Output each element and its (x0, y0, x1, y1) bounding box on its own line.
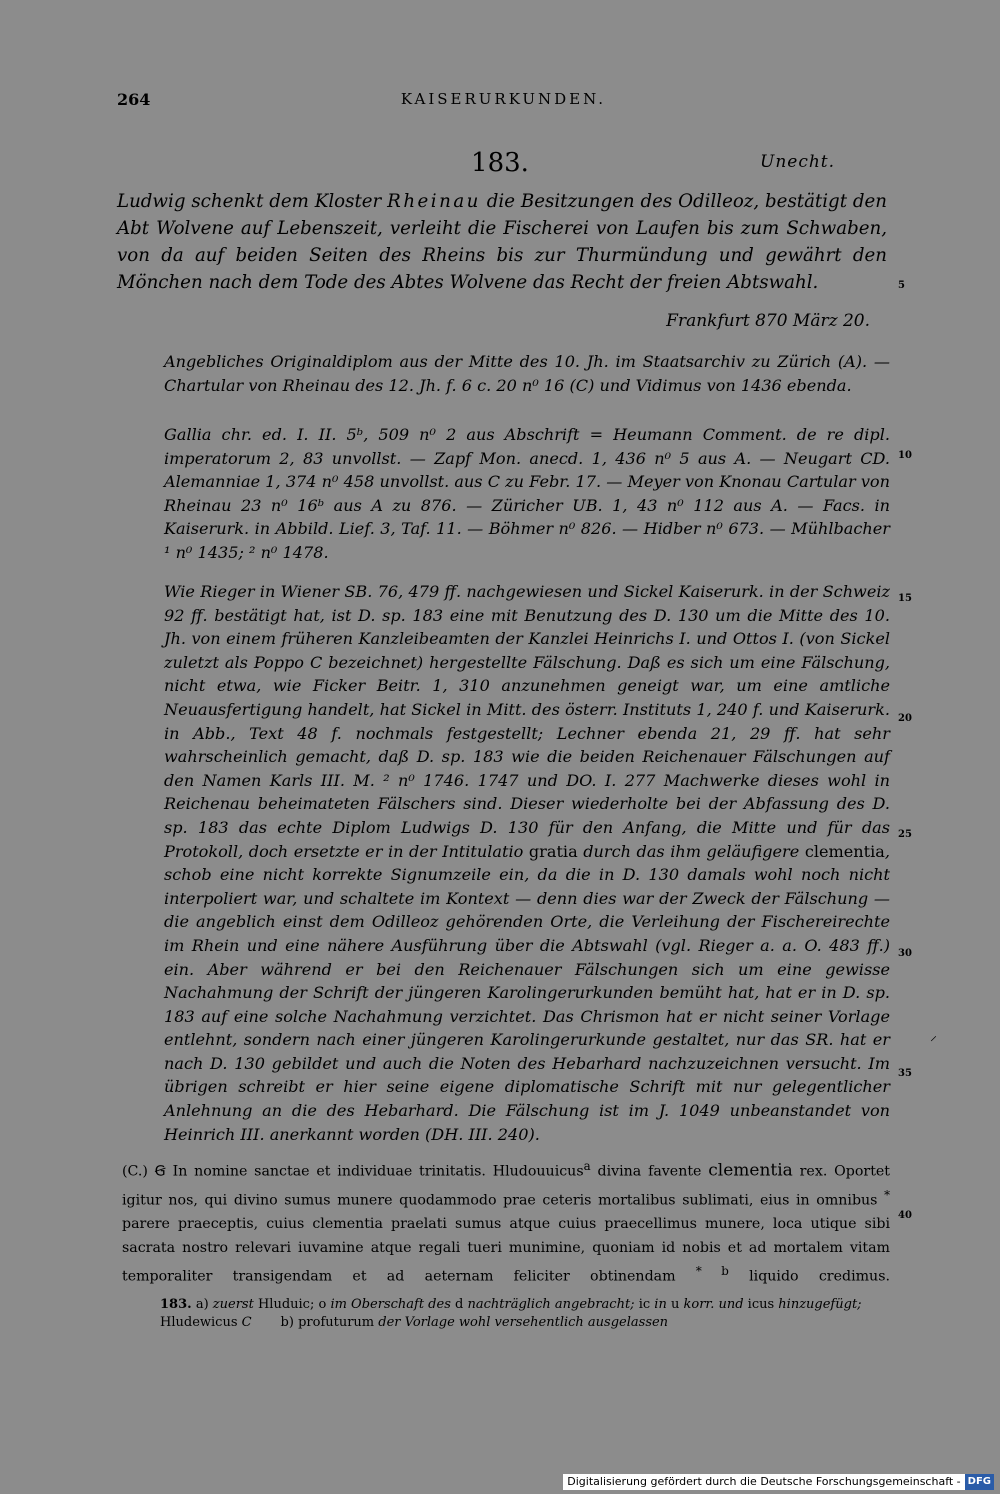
siglum: (C.) (122, 1163, 148, 1180)
credit-text: Digitalisierung gefördert durch die Deutsche Forschungsgemeinschaft - (567, 1475, 961, 1488)
document-status: Unecht. (760, 152, 836, 172)
footnote-a-text: Hluduic; o (257, 1297, 327, 1312)
footnote-a-text: zuerst (212, 1297, 254, 1312)
charter-word-clementia: clementia (708, 1160, 793, 1181)
footnote-a-text: ic (638, 1297, 651, 1312)
commentary-word-gratia: gratia (528, 841, 578, 861)
tradition-text: Angebliches Originaldiplom aus der Mitte des 10. Jh. im Staatsarchiv zu Zürich (A). — Chartular von Rheinau des 12. Jh. f. 6 c. 20 n⁰ 16 (C) und Vidimus von 1436 ebenda. (164, 352, 890, 395)
footnote-a-label: a) (195, 1297, 209, 1312)
footnote-a-text: korr. und (683, 1297, 744, 1312)
regest-part-1: Ludwig schenkt dem Kloster (117, 191, 388, 212)
chrismon-icon: Ꞡ (154, 1163, 166, 1180)
line-number: 15 (898, 593, 912, 604)
footnote-a-text: icus (747, 1297, 775, 1312)
charter-text-part: divina favente (590, 1163, 709, 1180)
margin-mark: ⸍ (930, 1034, 937, 1050)
commentary-part-1: Wie Rieger in Wiener SB. 76, 479 ff. nachgewiesen und Sickel Kaiserurk. in der Schweiz 92 ff. bestätigt hat, ist D. sp. 183 eine mit Benutzung des D. 130 um die Mitte des 10. Jh. von einem früheren Kanzleibeamten der Kanzlei Heinrichs I. und Ottos I. (von Sickel zuletzt als Poppo C bezeichnet) hergestellte Fälschung. Daß es sich um eine Fälschung, nicht etwa, wie Ficker Beitr. 1, 310 anzunehmen geneigt war, um eine amtliche Neuausfertigung handelt, hat Sickel in Mitt. des österr. Instituts 1, 240 f. und Kaiserurk. in Abb., Text 48 f. nochmals festgestellt; Lechner ebenda 21, 29 ff. hat sehr wahrscheinlich gemacht, daß D. sp. 183 wie die beiden Reichenauer Fälschungen auf den Namen Karls III. M. ² n⁰ 1746. 1747 und DO. I. 277 Machwerke dieses wohl in Reichenau beheimateten Fälschers sind. Dieser wiederholte bei der Abfassung des D. sp. 183 das echte Diplom Ludwigs D. 130 für den Anfang, die Mitte und für das Protokoll, doch ersetzte er in der Intitulatio (164, 582, 890, 861)
footnote-ref-b: * b (695, 1264, 729, 1279)
commentary-text (164, 580, 890, 1146)
document-date: Frankfurt 870 März 20. (666, 311, 870, 331)
line-number: 40 (898, 1210, 912, 1221)
charter-text-part: parere praeceptis, cuius clementia praelati sumus atque cuius praecellimus munere, loca utique sibi sacrata nostro relevari iuvamine atque regali tueri munimine, quoniam id nobis et ad mortalem vitam temporaliter transigendam et ad aeternam feliciter obtinendam (122, 1216, 890, 1286)
footnote-b-text: der Vorlage wohl versehentlich ausgelassen (378, 1315, 669, 1330)
commentary (164, 580, 890, 1146)
line-number: 30 (898, 948, 912, 959)
commentary-word-clementia: clementia (804, 841, 885, 861)
line-number: 5 (898, 280, 905, 291)
footnotes (160, 1296, 890, 1332)
running-title: KAISERURKUNDEN. (400, 90, 607, 108)
regest-place: Rheinau (387, 191, 481, 212)
footnote-a-text: d (455, 1297, 464, 1312)
text-mark: * (884, 1188, 890, 1203)
footnote-a-text: in (654, 1297, 667, 1312)
regest (117, 188, 887, 296)
footnote-ref-a: a (583, 1159, 591, 1173)
commentary-part-3: , schob eine nicht korrekte Signumzeile ein, da die in D. 130 damals wohl noch nicht interpoliert war, und schaltete im Kontext — denn dies war der Zweck der Fälschung — die angeblich einst dem Odilleoz gehörenden Orte, die Verleihung der Fischereirechte im Rhein und eine nähere Ausführung über die Abtswahl (vgl. Rieger a. a. O. 483 ff.) ein. Aber während er bei den Reichenauer Fälschungen sich um eine gewisse Nachahmung der Schrift der jüngeren Karolingerurkunden bemüht hat, hat er in D. sp. 183 auf eine solche Nachahmung verzichtet. Das Chrismon hat er nicht seiner Vorlage entlehnt, sondern nach einer jüngeren Karolingerurkunde gestaltet, nur das SR. hat er nach D. 130 gebildet und auch die Noten des Hebarhard nachzuzeichnen versucht. Im übrigen schreibt er hier seine eigene diplomatische Schrift mit nur gelegentlicher Anlehnung an die des Hebarhard. Die Fälschung ist im J. 1049 unbeanstandet von Heinrich III. anerkannt worden (DH. III. 240). (164, 841, 890, 1144)
dfg-logo: DFG (965, 1474, 994, 1490)
footnote-a-text: u (670, 1297, 680, 1312)
footnote-b-label: b) (280, 1315, 294, 1330)
page-number: 264 (117, 90, 151, 109)
regest-part-2: die Besitzungen des Odilleoz, bestätigt den Abt Wolvene auf Lebenszeit, verleiht die Fischerei von Laufen bis zum Schwaben, von da auf beiden Seiten des Rheins bis zur Thurmündung und gewährt den Mönchen nach dem Tode des Abtes Wolvene das Recht der freien Abtswahl. (117, 191, 887, 293)
footnote-a-text: nachträglich angebracht; (467, 1297, 635, 1312)
footnote-a-text: C (241, 1315, 252, 1330)
charter-text-part: rex. Oportet igitur nos, qui divino sumus munere quodammodo prae ceteris mortalibus sublimati, eius in omnibus (122, 1163, 890, 1209)
digitization-credit (563, 1474, 994, 1490)
charter-text-part: In nomine sanctae et individuae trinitatis. Hludouuicus (165, 1163, 584, 1180)
footnote-a-text: hinzugefügt; (778, 1297, 862, 1312)
footnote-number: 183. (160, 1297, 192, 1312)
line-number: 20 (898, 713, 912, 724)
line-number: 25 (898, 829, 912, 840)
document-number: 183. (471, 148, 529, 178)
footnote-b-text: profuturum (298, 1315, 375, 1330)
editions-text: Gallia chr. ed. I. II. 5ᵇ, 509 n⁰ 2 aus Abschrift = Heumann Comment. de re dipl. imperatorum 2, 83 unvollst. — Zapf Mon. anecd. 1, 436 n⁰ 5 aus A. — Neugart CD. Alemanniae 1, 374 n⁰ 458 unvollst. aus C zu Febr. 17. — Meyer von Knonau Cartular von Rheinau 23 n⁰ 16ᵇ aus A zu 876. — Züricher UB. 1, 43 n⁰ 112 aus A. — Facs. in Kaiserurk. in Abbild. Lief. 3, Taf. 11. — Böhmer n⁰ 826. — Hidber n⁰ 673. — Mühlbacher ¹ n⁰ 1435; ² n⁰ 1478. (164, 425, 890, 562)
page-header (117, 90, 890, 114)
footnote-a-text: Hludewicus (160, 1315, 238, 1330)
line-number: 35 (898, 1068, 912, 1079)
tradition-note (164, 350, 890, 397)
footnote-a-text: im Oberschaft des (330, 1297, 451, 1312)
charter-text (122, 1155, 890, 1290)
line-number: 10 (898, 450, 912, 461)
editions-note (164, 423, 890, 565)
commentary-part-2: durch das ihm geläufigere (577, 841, 805, 861)
charter-text-part: liquido credimus. (728, 1269, 890, 1286)
